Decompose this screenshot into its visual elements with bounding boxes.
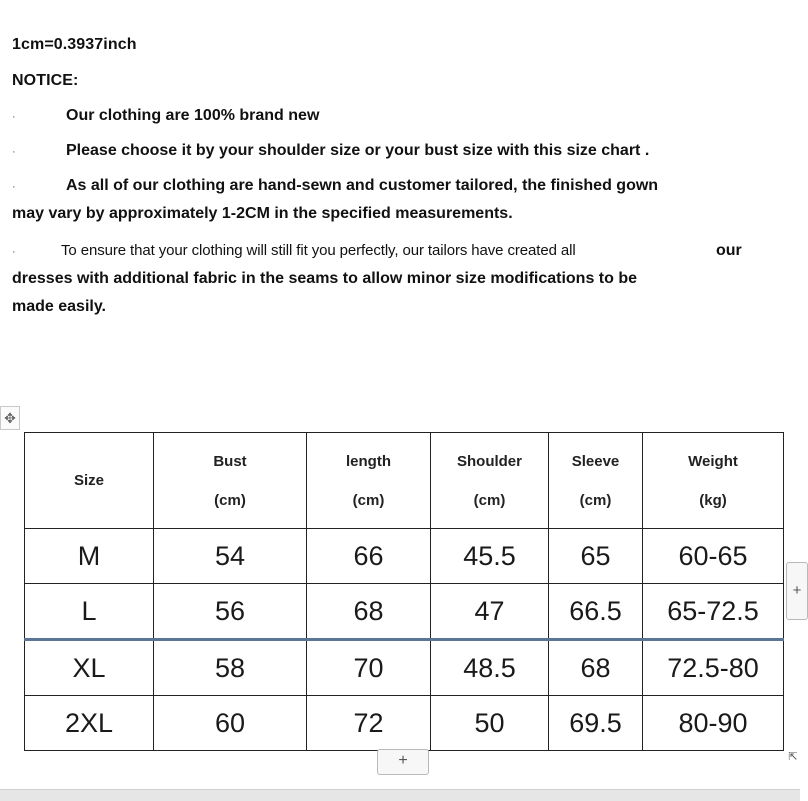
cell-bust: 58	[154, 640, 307, 696]
cell-size: XL	[25, 640, 154, 696]
table-row	[25, 584, 784, 640]
cell-shoulder: 45.5	[431, 529, 549, 584]
notice-4-line-2: dresses with additional fabric in the seams to allow minor size modifications to be	[12, 270, 638, 287]
cell-size: L	[25, 584, 154, 640]
add-column-button[interactable]: +	[786, 562, 808, 620]
cell-shoulder: 47	[431, 584, 549, 640]
header-sleeve: Sleeve (cm)	[549, 433, 643, 529]
cell-shoulder: 50	[431, 696, 549, 751]
bullet: ·	[12, 111, 16, 123]
header-weight: Weight (kg)	[643, 433, 784, 529]
table-resize-icon[interactable]: ⇱	[788, 751, 798, 763]
bullet: ·	[12, 146, 16, 158]
cell-sleeve: 66.5	[549, 584, 643, 640]
bottom-scrollbar[interactable]	[0, 789, 800, 801]
cell-sleeve: 69.5	[549, 696, 643, 751]
cell-size: M	[25, 529, 154, 584]
notice-3-line-1: As all of our clothing are hand-sewn and customer tailored, the finished gown	[66, 177, 659, 194]
bullet: ·	[12, 181, 16, 193]
header-length: length (cm)	[307, 433, 431, 529]
cell-sleeve: 65	[549, 529, 643, 584]
notice-2: Please choose it by your shoulder size or your bust size with this size chart .	[66, 142, 650, 159]
cell-length: 72	[307, 696, 431, 751]
header-size: Size	[25, 433, 154, 529]
table-row	[25, 696, 784, 751]
notice-4-line-1: To ensure that your clothing will still fit you perfectly, our tailors have created all	[61, 242, 576, 259]
table-row	[25, 640, 784, 696]
cell-bust: 60	[154, 696, 307, 751]
cell-length: 70	[307, 640, 431, 696]
cell-sleeve: 68	[549, 640, 643, 696]
notice-1: Our clothing are 100% brand new	[66, 107, 320, 124]
notice-3-line-2: may vary by approximately 1-2CM in the specified measurements.	[12, 205, 513, 222]
conversion-note: 1cm=0.3937inch	[12, 36, 137, 53]
cell-size: 2XL	[25, 696, 154, 751]
bullet: ·	[12, 246, 16, 258]
table-header-row	[25, 433, 784, 529]
size-chart-table	[24, 432, 784, 751]
add-row-button[interactable]: +	[377, 749, 429, 775]
cell-weight: 72.5-80	[643, 640, 784, 696]
cell-weight: 80-90	[643, 696, 784, 751]
cell-shoulder: 48.5	[431, 640, 549, 696]
cell-length: 66	[307, 529, 431, 584]
table-move-icon[interactable]: ✥	[0, 406, 20, 430]
table-row	[25, 529, 784, 584]
cell-weight: 65-72.5	[643, 584, 784, 640]
cell-bust: 54	[154, 529, 307, 584]
cell-length: 68	[307, 584, 431, 640]
notice-heading: NOTICE:	[12, 72, 79, 89]
notice-4-line-1-tail: our	[716, 242, 742, 259]
cell-bust: 56	[154, 584, 307, 640]
header-bust: Bust (cm)	[154, 433, 307, 529]
header-shoulder: Shoulder (cm)	[431, 433, 549, 529]
notice-4-line-3: made easily.	[12, 298, 106, 315]
cell-weight: 60-65	[643, 529, 784, 584]
